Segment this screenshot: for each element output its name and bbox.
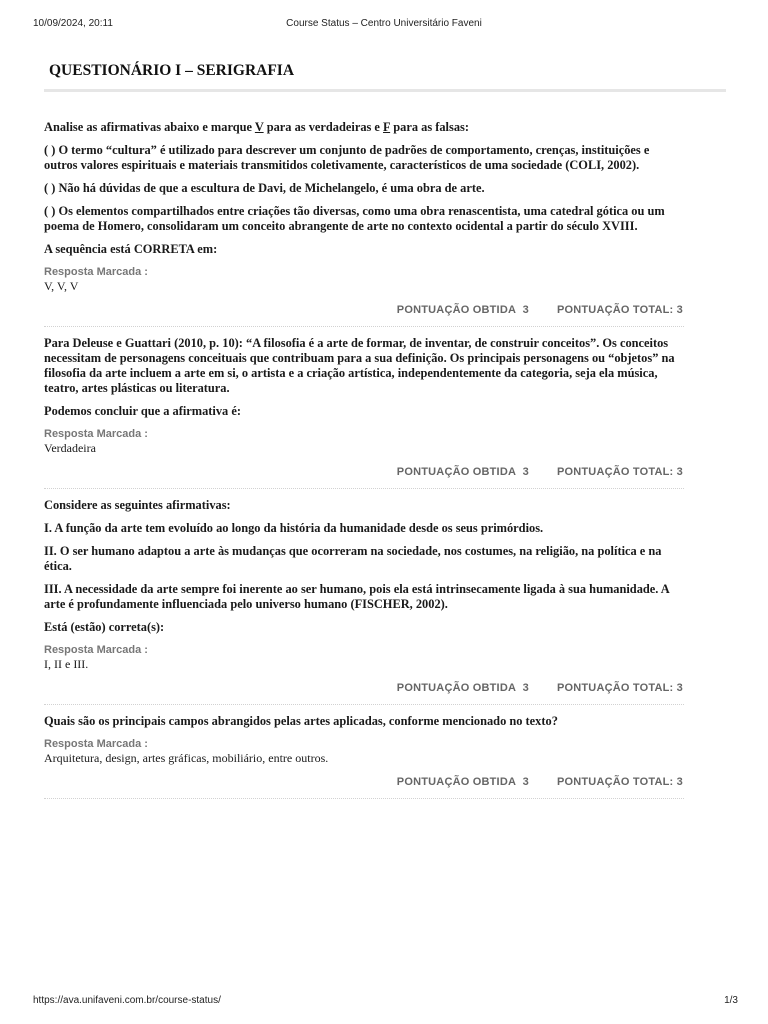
- score-total: PONTUAÇÃO TOTAL: 3: [556, 776, 683, 788]
- question-4-text: Quais são os principais campos abrangidos pelas artes aplicadas, conforme mencionado no texto?: [44, 714, 558, 728]
- question-1-statement-2: ( ) Não há dúvidas de que a escultura de Davi, de Michelangelo, é uma obra de arte.: [44, 181, 485, 195]
- answer-label: Resposta Marcada :: [44, 266, 148, 278]
- page-number: 1/3: [724, 995, 738, 1006]
- answer-label: Resposta Marcada :: [44, 738, 148, 750]
- question-1-statement-1: ( ) O termo “cultura” é utilizado para descrever um conjunto de padrões de comportamento, crenças, instituições e outros valores espirituais e materiais transmitidos coletivamente, característicos de uma sociedade (COLI, 2002).: [44, 143, 650, 172]
- print-header: [33, 18, 735, 32]
- question-3-prompt: Está (estão) correta(s):: [44, 620, 165, 634]
- page-title: QUESTIONÁRIO I – SERIGRAFIA: [49, 62, 295, 79]
- question-1-score: [44, 302, 684, 318]
- question-2-score: [44, 464, 684, 480]
- answer-label: Resposta Marcada :: [44, 644, 148, 656]
- score-total: PONTUAÇÃO TOTAL: 3: [556, 466, 683, 478]
- question-3-score: [44, 680, 684, 696]
- question-1-statement-3: ( ) Os elementos compartilhados entre criações tão diversas, como uma obra renascentista, uma catedral gótica ou um poema de Homero, consolidaram um conceito abrangente de arte no contexto ocidental a partir do século XVIII.: [44, 204, 665, 233]
- print-footer: [33, 995, 738, 1009]
- score-obtained: PONTUAÇÃO OBTIDA 3: [396, 776, 529, 788]
- question-3: [44, 489, 684, 705]
- question-3-statement-2: II. O ser humano adaptou a arte às mudanças que ocorreram na sociedade, nos costumes, na religião, na política e na ética.: [44, 544, 662, 573]
- question-2-answer: Verdadeira: [44, 441, 96, 455]
- score-obtained: PONTUAÇÃO OBTIDA 3: [396, 466, 529, 478]
- question-3-statement-1: I. A função da arte tem evoluído ao longo da história da humanidade desde os seus primórdios.: [44, 521, 544, 535]
- true-marker: V: [254, 120, 264, 134]
- question-3-intro: Considere as seguintes afirmativas:: [44, 498, 231, 512]
- score-total: PONTUAÇÃO TOTAL: 3: [556, 304, 683, 316]
- answer-label: Resposta Marcada :: [44, 428, 148, 440]
- question-1: [44, 110, 684, 327]
- score-total: PONTUAÇÃO TOTAL: 3: [556, 682, 683, 694]
- print-datetime: 10/09/2024, 20:11: [33, 18, 113, 29]
- title-divider: [44, 89, 726, 92]
- question-3-answer: I, II e III.: [44, 657, 89, 671]
- score-obtained: PONTUAÇÃO OBTIDA 3: [396, 682, 529, 694]
- question-1-answer: V, V, V: [44, 279, 79, 293]
- question-4-score: [44, 774, 684, 790]
- question-3-statement-3: III. A necessidade da arte sempre foi inerente ao ser humano, pois ela está intrinsecamente ligada à sua humanidade. A arte é profundamente influenciada pelo universo humano (FISCHER, 2002).: [44, 582, 670, 611]
- question-2-prompt: Podemos concluir que a afirmativa é:: [44, 404, 241, 418]
- print-page-title: Course Status – Centro Universitário Faveni: [286, 18, 482, 29]
- question-1-prompt: A sequência está CORRETA em:: [44, 242, 218, 256]
- score-obtained: PONTUAÇÃO OBTIDA 3: [396, 304, 529, 316]
- question-2: [44, 327, 684, 489]
- false-marker: F: [383, 120, 391, 134]
- question-1-intro: Analise as afirmativas abaixo e marque V para as verdadeiras e F para as falsas:: [44, 120, 469, 134]
- question-4-answer: Arquitetura, design, artes gráficas, mobiliário, entre outros.: [44, 751, 329, 765]
- question-list: [44, 110, 684, 799]
- page-url-link[interactable]: https://ava.unifaveni.com.br/course-status/: [33, 995, 221, 1006]
- question-4: [44, 705, 684, 799]
- question-2-text: Para Deleuse e Guattari (2010, p. 10): “A filosofia é a arte de formar, de inventar, de construir conceitos”. Os conceitos necessitam de personagens conceituais que contribuam para a sua definição. Os principais personagens ou “objetos” na filosofia da arte incluem a arte em si, o artista e a criação artística, independentemente da categoria, seja ela música, teatro, artes plásticas ou literatura.: [44, 336, 675, 395]
